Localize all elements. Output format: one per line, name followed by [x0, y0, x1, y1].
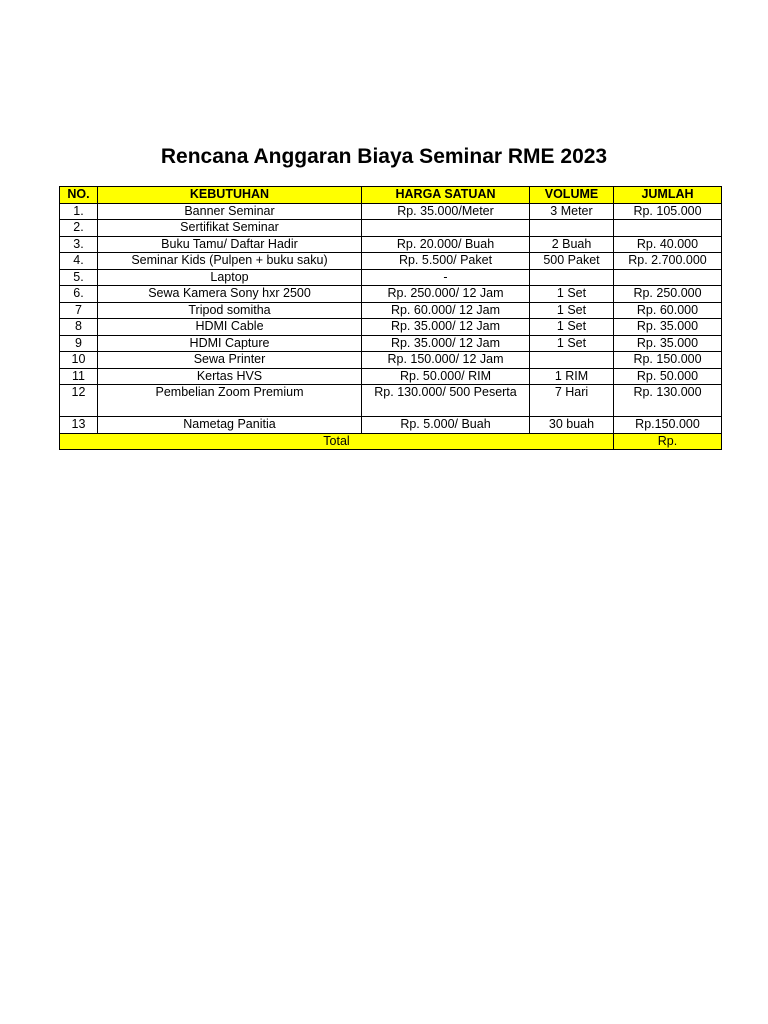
- cell-jumlah: Rp. 35.000: [614, 319, 722, 336]
- cell-volume: 1 Set: [530, 335, 614, 352]
- cell-jumlah: Rp. 250.000: [614, 286, 722, 303]
- cell-harga-satuan: Rp. 5.000/ Buah: [362, 417, 530, 434]
- cell-volume: [530, 269, 614, 286]
- cell-harga-satuan: Rp. 5.500/ Paket: [362, 253, 530, 270]
- cell-no: 10: [60, 352, 98, 369]
- cell-volume: 1 Set: [530, 302, 614, 319]
- cell-jumlah: [614, 220, 722, 237]
- total-value: Rp.: [614, 433, 722, 450]
- budget-table: [59, 186, 722, 450]
- cell-harga-satuan: Rp. 35.000/ 12 Jam: [362, 319, 530, 336]
- cell-jumlah: Rp. 40.000: [614, 236, 722, 253]
- cell-harga-satuan: Rp. 60.000/ 12 Jam: [362, 302, 530, 319]
- cell-kebutuhan: HDMI Capture: [98, 335, 362, 352]
- cell-no: 6.: [60, 286, 98, 303]
- cell-volume: [530, 352, 614, 369]
- cell-kebutuhan: Tripod somitha: [98, 302, 362, 319]
- cell-jumlah: Rp. 60.000: [614, 302, 722, 319]
- cell-harga-satuan: Rp. 35.000/ 12 Jam: [362, 335, 530, 352]
- cell-kebutuhan: HDMI Cable: [98, 319, 362, 336]
- table-row: [60, 269, 722, 286]
- cell-no: 13: [60, 417, 98, 434]
- cell-harga-satuan: Rp. 130.000/ 500 Peserta: [362, 385, 530, 417]
- cell-jumlah: [614, 269, 722, 286]
- cell-no: 9: [60, 335, 98, 352]
- cell-jumlah: Rp. 130.000: [614, 385, 722, 417]
- header-no: NO.: [60, 187, 98, 204]
- cell-harga-satuan: [362, 220, 530, 237]
- cell-kebutuhan: Sewa Kamera Sony hxr 2500: [98, 286, 362, 303]
- cell-kebutuhan: Pembelian Zoom Premium: [98, 385, 362, 417]
- cell-harga-satuan: Rp. 150.000/ 12 Jam: [362, 352, 530, 369]
- cell-no: 2.: [60, 220, 98, 237]
- table-row: [60, 220, 722, 237]
- cell-jumlah: Rp. 35.000: [614, 335, 722, 352]
- cell-no: 12: [60, 385, 98, 417]
- cell-harga-satuan: -: [362, 269, 530, 286]
- cell-no: 11: [60, 368, 98, 385]
- cell-volume: 1 RIM: [530, 368, 614, 385]
- cell-no: 3.: [60, 236, 98, 253]
- table-row: [60, 368, 722, 385]
- cell-kebutuhan: Kertas HVS: [98, 368, 362, 385]
- cell-volume: 7 Hari: [530, 385, 614, 417]
- cell-jumlah: Rp.150.000: [614, 417, 722, 434]
- cell-harga-satuan: Rp. 35.000/Meter: [362, 203, 530, 220]
- total-row: [60, 433, 722, 450]
- page-title: Rencana Anggaran Biaya Seminar RME 2023: [160, 145, 608, 168]
- cell-no: 5.: [60, 269, 98, 286]
- cell-volume: [530, 220, 614, 237]
- cell-no: 1.: [60, 203, 98, 220]
- cell-no: 8: [60, 319, 98, 336]
- cell-kebutuhan: Buku Tamu/ Daftar Hadir: [98, 236, 362, 253]
- table-row: [60, 253, 722, 270]
- cell-jumlah: Rp. 2.700.000: [614, 253, 722, 270]
- table-row: [60, 236, 722, 253]
- cell-kebutuhan: Nametag Panitia: [98, 417, 362, 434]
- cell-volume: 500 Paket: [530, 253, 614, 270]
- cell-kebutuhan: Sewa Printer: [98, 352, 362, 369]
- header-kebutuhan: KEBUTUHAN: [98, 187, 362, 204]
- cell-volume: 1 Set: [530, 286, 614, 303]
- header-harga-satuan: HARGA SATUAN: [362, 187, 530, 204]
- table-row: [60, 417, 722, 434]
- table-row: [60, 302, 722, 319]
- cell-volume: 2 Buah: [530, 236, 614, 253]
- cell-kebutuhan: Sertifikat Seminar: [98, 220, 362, 237]
- table-header-row: [60, 187, 722, 204]
- cell-kebutuhan: Banner Seminar: [98, 203, 362, 220]
- cell-volume: 3 Meter: [530, 203, 614, 220]
- cell-jumlah: Rp. 50.000: [614, 368, 722, 385]
- cell-no: 7: [60, 302, 98, 319]
- cell-no: 4.: [60, 253, 98, 270]
- cell-volume: 30 buah: [530, 417, 614, 434]
- header-volume: VOLUME: [530, 187, 614, 204]
- table-row: [60, 385, 722, 417]
- cell-harga-satuan: Rp. 20.000/ Buah: [362, 236, 530, 253]
- cell-harga-satuan: Rp. 250.000/ 12 Jam: [362, 286, 530, 303]
- table-row: [60, 352, 722, 369]
- table-row: [60, 286, 722, 303]
- total-label: Total: [60, 433, 614, 450]
- cell-kebutuhan: Laptop: [98, 269, 362, 286]
- table-row: [60, 203, 722, 220]
- cell-harga-satuan: Rp. 50.000/ RIM: [362, 368, 530, 385]
- table-row: [60, 335, 722, 352]
- header-jumlah: JUMLAH: [614, 187, 722, 204]
- cell-volume: 1 Set: [530, 319, 614, 336]
- table-row: [60, 319, 722, 336]
- cell-jumlah: Rp. 105.000: [614, 203, 722, 220]
- cell-jumlah: Rp. 150.000: [614, 352, 722, 369]
- cell-kebutuhan: Seminar Kids (Pulpen + buku saku): [98, 253, 362, 270]
